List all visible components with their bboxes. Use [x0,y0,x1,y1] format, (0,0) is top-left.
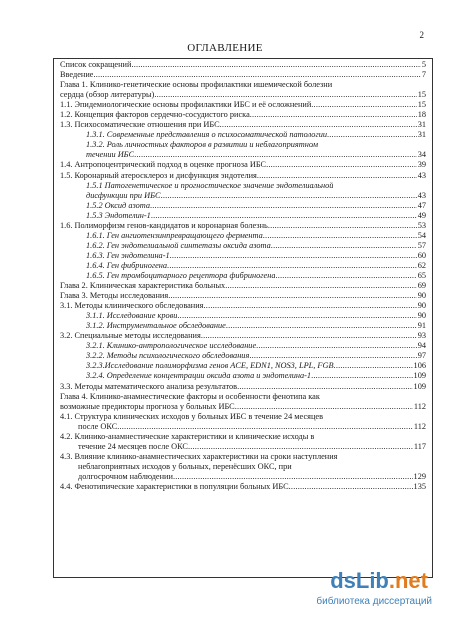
toc-entry-title: 1.6.1. Ген ангиотензинпревращающего фермента [86,230,263,240]
toc-leader-dots [168,291,417,301]
toc-entry-page: 43 [417,190,426,200]
toc-entry [60,291,426,301]
toc-entry [60,90,426,100]
toc-leader-dots [225,281,416,291]
toc-leader-dots [167,261,417,271]
toc-entry [60,150,426,160]
toc-leader-dots [271,241,417,251]
toc-entry-page: 93 [417,331,426,341]
toc-entry-page: 90 [417,301,426,311]
toc-entry-title: 1.6.3. Ген эндотелина-1 [86,250,170,260]
toc-entry-page: 60 [417,250,426,260]
toc-entry [60,442,426,452]
toc-entry [60,462,426,472]
toc-entry-page: 54 [417,230,426,240]
toc-entry-page: 97 [417,351,426,361]
toc-entry-title: дисфункции при ИБС [86,190,161,200]
toc-leader-dots [266,160,417,170]
toc-entry-title: 1.2. Концепция факторов сердечно-сосудистого риска [60,110,250,120]
toc-leader-dots [134,150,417,160]
toc-leader-dots [204,301,417,311]
toc-entry [60,191,426,201]
toc-entry [60,361,426,371]
toc-entry-title: 1.5.3 Эндотелин-1 [86,210,151,220]
toc-entry-title: 1.5.1 Патогенетическое и прогностическое значение эндотелиальной [86,180,334,190]
toc-entry-page: 31 [417,120,426,130]
toc-entry-title: 1.6. Полиморфизм генов-кандидатов и коронарная болезнь [60,220,268,230]
toc-entry-page: 53 [417,220,426,230]
page-number: 2 [419,30,424,40]
toc-entry [60,110,426,120]
table-of-contents [53,58,433,578]
toc-entry-title: 3.2.2. Методы психологического обследования [86,351,250,361]
toc-entry-title: возможные предикторы прогноза у больных ИБС [60,401,235,411]
toc-leader-dots [249,351,416,361]
toc-entry [60,281,426,291]
toc-entry [60,402,426,412]
toc-entry-title: долгосрочном наблюдении [78,471,173,481]
toc-leader-dots [173,472,413,482]
toc-entry [60,120,426,130]
watermark-brand [330,568,428,594]
toc-leader-dots [235,402,413,412]
toc-entry-page: 94 [417,341,426,351]
toc-entry-title: неблагоприятных исходов у больных, перенёсших ОКС, при [78,461,292,471]
toc-leader-dots [151,211,417,221]
toc-leader-dots [170,251,417,261]
toc-entry-title: 1.6.2. Ген эндотелиальной синтетазы оксида азота [86,240,271,250]
toc-leader-dots [289,482,413,492]
toc-entry-title: Глава 1. Клинико-генетические основы профилактики ишемической болезни [60,80,333,90]
toc-entry-title: 3.1.2. Инструментальное обследование [86,321,226,331]
toc-entry [60,251,426,261]
toc-entry-title: 4.2. Клинико-анамнестические характеристики и клинические исходы в [60,431,315,441]
toc-entry [60,351,426,361]
toc-leader-dots [334,361,413,371]
toc-entry-title: 1.3.1. Современные представления о психосоматической патологии [86,130,327,140]
toc-entry-title: 1.1. Эпидемиологические основы профилактики ИБС и её осложнений [60,100,312,110]
toc-entry-page: 43 [417,170,426,180]
toc-entry-page: 15 [417,100,426,110]
toc-leader-dots [237,382,412,392]
toc-entry [60,171,426,181]
toc-entry-title: 1.5.2 Оксид азота [86,200,150,210]
toc-entry-title: 3.2. Специальные методы исследования [60,331,201,341]
toc-leader-dots [131,60,420,70]
toc-entry-title: 1.6.5. Ген тромбоцитарного рецептора фибриногена [86,270,276,280]
toc-entry-page: 65 [417,270,426,280]
toc-leader-dots [250,110,417,120]
watermark-brand-main: dsLib [330,568,389,593]
toc-entry [60,130,426,140]
toc-entry-title: Глава 3. Методы исследования [60,291,169,301]
toc-entry-title: 1.6.4. Ген фибриногена [86,260,168,270]
toc-entry [60,482,426,492]
toc-entry-title: 4.1. Структура клинических исходов у больных ИБС в течение 24 месяцев [60,411,323,421]
toc-leader-dots [220,120,417,130]
toc-entry-page: 129 [413,471,426,481]
toc-entry-page: 109 [413,371,426,381]
toc-entry-page: 112 [413,421,426,431]
toc-entry [60,100,426,110]
watermark-brand-domain: .net [388,568,428,593]
toc-entry-page: 91 [417,321,426,331]
toc-entry [60,221,426,231]
toc-leader-dots [117,422,413,432]
toc-entry-title: после ОКС [78,421,118,431]
toc-entry [60,80,426,90]
toc-leader-dots [256,341,417,351]
toc-entry-page: 90 [417,291,426,301]
toc-leader-dots [257,171,417,181]
toc-entry-title: 4.3. Влияние клинико-анамнестических характеристики на сроки наступления [60,451,338,461]
toc-entry [60,261,426,271]
toc-entry-title: 1.3. Психосоматические отношения при ИБС [60,120,220,130]
watermark-tagline: библиотека диссертаций [316,596,432,607]
toc-entry-title: 3.3. Методы математического анализа результатов [60,381,238,391]
toc-entry [60,60,426,70]
toc-entry [60,371,426,381]
toc-leader-dots [311,100,416,110]
toc-entry [60,201,426,211]
toc-entry [60,331,426,341]
toc-entry [60,271,426,281]
toc-leader-dots [268,221,417,231]
toc-entry-title: 3.1.1. Исследование крови [86,311,178,321]
toc-entry-page: 106 [413,361,426,371]
toc-entry-title: 1.5. Коронарный атеросклероз и дисфункция эндотелия [60,170,257,180]
page-title: ОГЛАВЛЕНИЕ [187,42,263,54]
toc-entry-title: 3.2.1. Клинико-антропологическое исследование [86,341,257,351]
toc-entry-page: 7 [421,70,426,80]
toc-leader-dots [161,191,417,201]
toc-entry [60,181,426,191]
toc-entry [60,392,426,402]
toc-entry [60,432,426,442]
toc-entry-page: 112 [413,401,426,411]
toc-leader-dots [177,311,416,321]
toc-entry-title: 1.3.2. Роль личностных факторов в развитии и неблагоприятном [86,140,318,150]
toc-entry-page: 62 [417,260,426,270]
toc-entry-page: 39 [417,160,426,170]
toc-entry-title: течение 24 месяцев после ОКС [78,441,188,451]
toc-entry-title: Глава 2. Клиническая характеристика больных [60,281,226,291]
toc-entry-title: течении ИБС [86,150,135,160]
toc-entry [60,301,426,311]
toc-entry-page: 15 [417,90,426,100]
toc-leader-dots [93,70,420,80]
toc-entry-page: 57 [417,240,426,250]
toc-entry [60,412,426,422]
toc-entry-page: 135 [413,481,426,491]
toc-leader-dots [154,90,416,100]
toc-leader-dots [327,130,417,140]
toc-entry-page: 109 [413,381,426,391]
toc-entry [60,241,426,251]
toc-leader-dots [188,442,413,452]
toc-entry-title: 1.4. Антропоцентрический подход в оценке прогноза ИБС [60,160,267,170]
toc-entry [60,311,426,321]
toc-leader-dots [226,321,417,331]
toc-entry [60,70,426,80]
toc-entry-title: 3.1. Методы клинического обследования [60,301,204,311]
toc-leader-dots [311,371,412,381]
toc-entry [60,452,426,462]
toc-entry [60,231,426,241]
toc-entry-title: 3.2.3.Исследование полиморфизма генов ACE, EDN1, NOS3, LPL, FGB [86,361,334,371]
toc-entry [60,382,426,392]
toc-entry [60,140,426,150]
toc-entry [60,341,426,351]
toc-entry [60,472,426,482]
toc-entry-title: 3.2.4. Определение концентрации оксида азота и эндотелина-1 [86,371,312,381]
toc-entry-page: 90 [417,311,426,321]
toc-entry [60,321,426,331]
toc-entry-title: Список сокращений [60,60,132,69]
toc-entry [60,422,426,432]
toc-leader-dots [263,231,417,241]
toc-entry-page: 117 [413,441,426,451]
toc-entry-title: сердца (обзор литературы) [60,90,155,100]
toc-entry-page: 18 [417,110,426,120]
toc-leader-dots [275,271,416,281]
toc-leader-dots [201,331,417,341]
toc-entry-page: 69 [417,281,426,291]
toc-leader-dots [150,201,417,211]
toc-entry-page: 47 [417,200,426,210]
toc-entry-title: Глава 4. Клинико-анамнестические факторы и особенности фенотипа как [60,391,320,401]
toc-entry-page: 49 [417,210,426,220]
toc-entry-title: 4.4. Фенотипические характеристики в популяции больных ИБС [60,481,289,491]
toc-entry-page: 31 [417,130,426,140]
watermark-logo [286,568,436,614]
toc-entry-page: 5 [421,60,426,69]
toc-entry-title: Введение [60,70,94,80]
toc-entry [60,211,426,221]
toc-entry-page: 34 [417,150,426,160]
toc-entry [60,160,426,170]
